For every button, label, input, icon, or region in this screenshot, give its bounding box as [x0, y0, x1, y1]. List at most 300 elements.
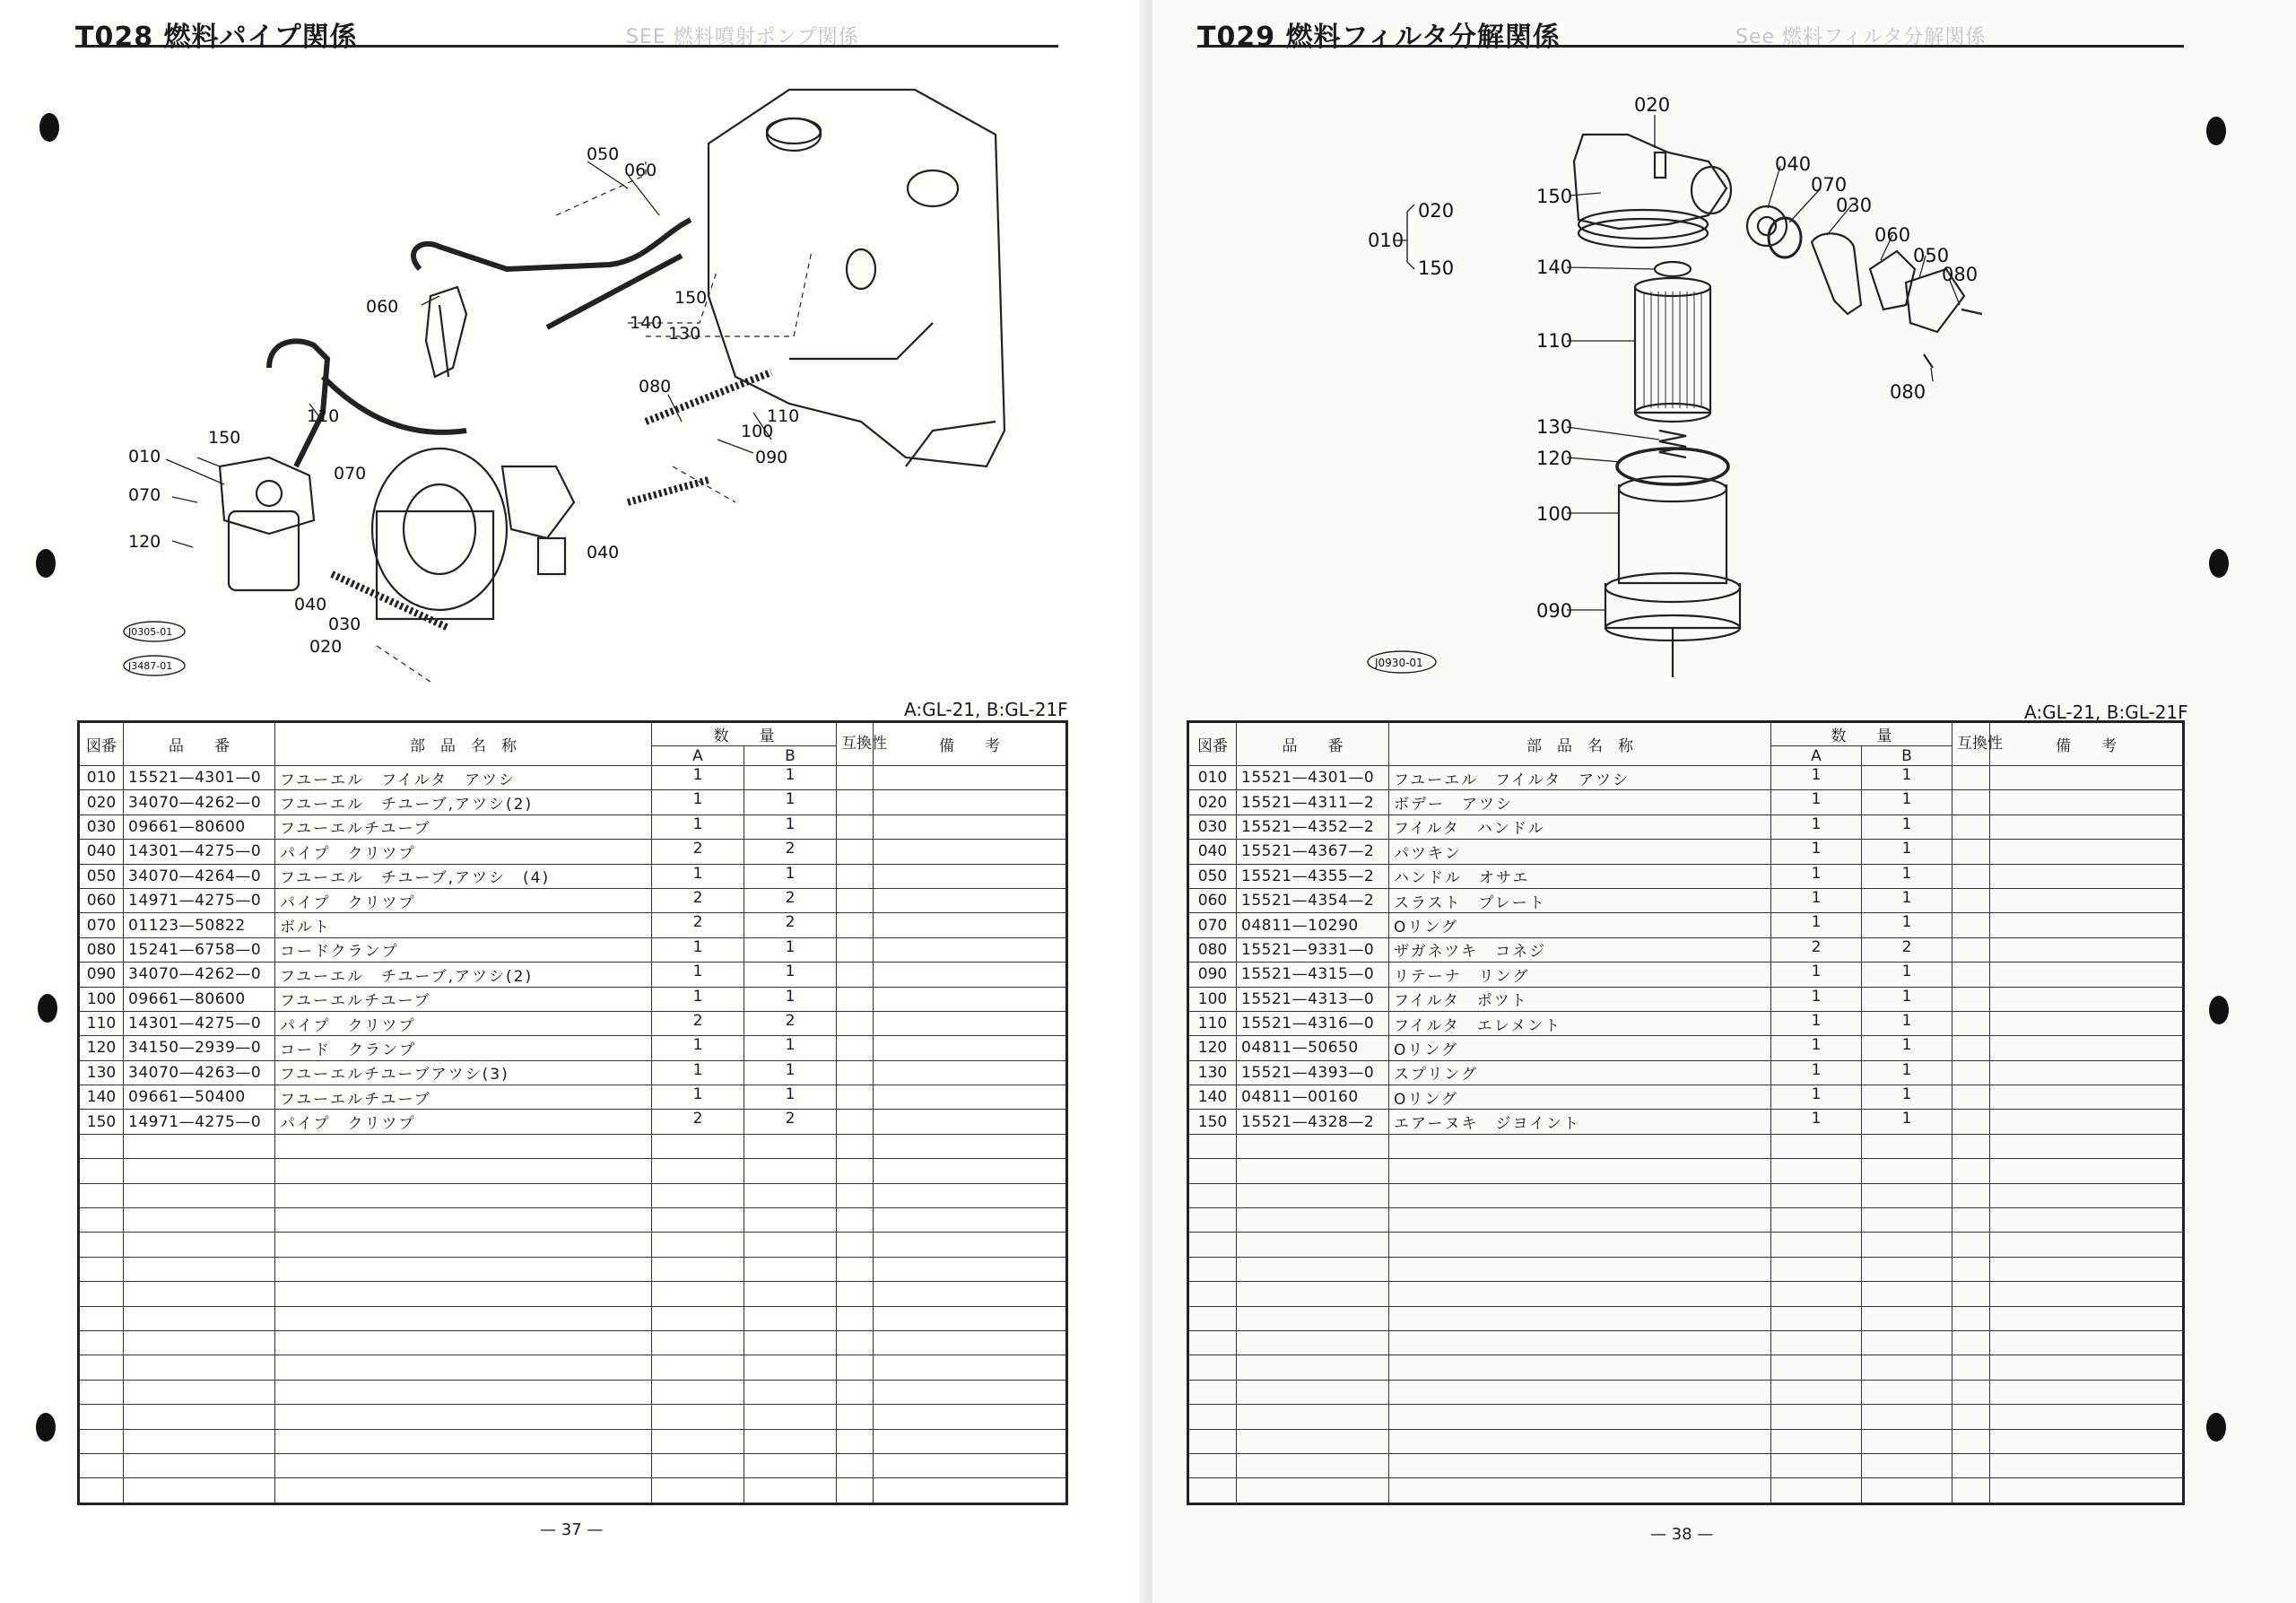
- code-cell: 100: [1188, 987, 1237, 1011]
- qty-a-cell: 2: [1771, 937, 1862, 962]
- header-code: 図番: [1188, 722, 1237, 766]
- part-name-cell: フユーエル チユーブ,アツシ (4): [275, 864, 652, 888]
- remarks-cell: [1990, 840, 2184, 864]
- code-cell: [1188, 1282, 1237, 1306]
- binder-hole: [36, 1413, 56, 1442]
- compat-cell: [1952, 1233, 1990, 1257]
- table-row: [1188, 1110, 2184, 1134]
- code-cell: [1188, 1405, 1237, 1429]
- qty-a-cell: 1: [1771, 1110, 1862, 1134]
- part-number-cell: 15521—4301—0: [1237, 766, 1389, 790]
- part-number-cell: 15521—4352—2: [1237, 815, 1389, 839]
- empty-table-row: [1188, 1233, 2184, 1257]
- callout-120: 120: [128, 532, 161, 552]
- left-page-title: T028 燃料パイプ関係: [75, 22, 358, 53]
- part-number-cell: [124, 1183, 275, 1207]
- oring-140: [1655, 262, 1691, 276]
- compat-cell: [837, 1110, 874, 1134]
- ref-code-1: J0305-01: [128, 626, 173, 638]
- qty-a-cell: [652, 1233, 744, 1257]
- part-name-cell: パイプ クリツプ: [275, 1110, 652, 1134]
- table-row: [79, 987, 1067, 1011]
- fuel-hose-050: [413, 220, 691, 269]
- remarks-cell: [1990, 1110, 2184, 1134]
- table-row: [79, 1110, 1067, 1134]
- code-cell: [79, 1355, 124, 1380]
- empty-table-row: [1188, 1355, 2184, 1380]
- qty-a-cell: [652, 1453, 744, 1477]
- qty-a-cell: [652, 1306, 744, 1330]
- remarks-cell: [874, 1110, 1067, 1134]
- part-number-cell: 34070—4262—0: [124, 963, 275, 987]
- header-part-no: 品 番: [124, 722, 275, 766]
- part-number-cell: 14301—4275—0: [124, 1011, 275, 1035]
- qty-a-cell: [652, 1183, 744, 1207]
- qty-b-cell: 1: [1862, 840, 1952, 864]
- callout-110: 110: [767, 406, 800, 426]
- part-number-cell: [124, 1478, 275, 1503]
- part-number-cell: [1237, 1183, 1389, 1207]
- remarks-cell: [874, 1405, 1067, 1429]
- qty-b-cell: 1: [1862, 1011, 1952, 1035]
- empty-table-row: [1188, 1208, 2184, 1233]
- part-number-cell: 14971—4275—0: [124, 1110, 275, 1134]
- code-cell: 050: [79, 864, 124, 888]
- compat-cell: [1952, 1380, 1990, 1404]
- table-row: [1188, 1085, 2184, 1110]
- qty-b-cell: [744, 1405, 837, 1429]
- part-number-cell: [1237, 1405, 1389, 1429]
- qty-b-cell: [744, 1233, 837, 1257]
- compat-cell: [1952, 1453, 1990, 1477]
- code-cell: 030: [79, 815, 124, 839]
- qty-a-cell: 1: [652, 766, 744, 790]
- qty-a-cell: 1: [652, 1036, 744, 1060]
- remarks-cell: [1990, 815, 2184, 839]
- compat-cell: [837, 1282, 874, 1306]
- code-cell: [79, 1159, 124, 1183]
- empty-table-row: [1188, 1453, 2184, 1477]
- part-name-cell: フユーエルチユーブアツシ(3): [275, 1060, 652, 1085]
- compat-cell: [837, 1429, 874, 1453]
- ref-code-2: J3487-01: [128, 660, 173, 672]
- qty-a-cell: [1771, 1453, 1862, 1477]
- remarks-cell: [874, 963, 1067, 987]
- callout-130: 130: [668, 324, 701, 344]
- callout-090: 090: [755, 448, 788, 467]
- qty-b-cell: 1: [1862, 987, 1952, 1011]
- part-name-cell: [275, 1330, 652, 1355]
- code-cell: 090: [1188, 963, 1237, 987]
- table-row: [1188, 1036, 2184, 1060]
- part-number-cell: 04811—00160: [1237, 1085, 1389, 1110]
- code-cell: [79, 1134, 124, 1158]
- qty-b-cell: [1862, 1257, 1952, 1281]
- part-name-cell: コード クランプ: [275, 1036, 652, 1060]
- compat-cell: [1952, 1330, 1990, 1355]
- compat-cell: [837, 1453, 874, 1477]
- part-name-cell: [275, 1282, 652, 1306]
- gasket-040: [1747, 206, 1787, 246]
- qty-b-cell: 1: [1862, 766, 1952, 790]
- part-name-cell: フユーエル フイルタ アツシ: [1389, 766, 1771, 790]
- qty-b-cell: [744, 1380, 837, 1404]
- qty-a-cell: 1: [1771, 840, 1862, 864]
- part-name-cell: コードクランプ: [275, 937, 652, 962]
- part-name-cell: [275, 1405, 652, 1429]
- part-name-cell: [1389, 1405, 1771, 1429]
- left-faded-header: SEE 燃料噴射ポンプ関係: [626, 26, 859, 48]
- code-cell: [1188, 1330, 1237, 1355]
- qty-b-cell: [744, 1330, 837, 1355]
- code-cell: [79, 1380, 124, 1404]
- code-cell: [1188, 1306, 1237, 1330]
- part-name-cell: Oリング: [1389, 1085, 1771, 1110]
- remarks-cell: [1990, 1478, 2184, 1503]
- compat-cell: [1952, 1208, 1990, 1233]
- remarks-cell: [1990, 1330, 2184, 1355]
- qty-a-cell: [1771, 1159, 1862, 1183]
- compat-cell: [1952, 1011, 1990, 1035]
- part-name-cell: [275, 1183, 652, 1207]
- qty-a-cell: [652, 1429, 744, 1453]
- code-cell: [79, 1429, 124, 1453]
- empty-table-row: [79, 1257, 1067, 1281]
- callout-150: 150: [674, 288, 708, 308]
- compat-cell: [837, 1257, 874, 1281]
- code-cell: 070: [1188, 913, 1237, 937]
- remarks-cell: [874, 1257, 1067, 1281]
- filler-cap: [767, 118, 821, 151]
- remarks-cell: [1990, 766, 2184, 790]
- remarks-cell: [874, 1011, 1067, 1035]
- part-name-cell: [275, 1159, 652, 1183]
- table-row: [1188, 913, 2184, 937]
- left-model-note: A:GL-21, B:GL-21F: [904, 699, 1068, 720]
- binder-hole: [36, 549, 56, 578]
- compat-cell: [1952, 1257, 1990, 1281]
- qty-a-cell: 1: [1771, 1060, 1862, 1085]
- oring-070: [1769, 218, 1801, 257]
- part-number-cell: [124, 1134, 275, 1158]
- part-name-cell: スプリング: [1389, 1060, 1771, 1085]
- part-name-cell: フユーエル フイルタ アツシ: [275, 766, 652, 790]
- empty-table-row: [79, 1306, 1067, 1330]
- fuel-filter-exploded-diagram: [1152, 54, 2296, 700]
- code-cell: 010: [79, 766, 124, 790]
- qty-a-cell: 1: [1771, 864, 1862, 888]
- remarks-cell: [1990, 1011, 2184, 1035]
- qty-b-cell: 1: [744, 987, 837, 1011]
- code-cell: [1188, 1478, 1237, 1503]
- remarks-cell: [1990, 987, 2184, 1011]
- qty-a-cell: [652, 1208, 744, 1233]
- qty-a-cell: [652, 1380, 744, 1404]
- empty-table-row: [79, 1159, 1067, 1183]
- water-pump: [502, 466, 574, 538]
- filter-pot: [1619, 484, 1726, 583]
- part-number-cell: 01123—50822: [124, 913, 275, 937]
- part-number-cell: [1237, 1257, 1389, 1281]
- callout-010: 010: [1368, 230, 1405, 251]
- compat-cell: [837, 1380, 874, 1404]
- qty-b-cell: [1862, 1453, 1952, 1477]
- code-cell: 150: [1188, 1110, 1237, 1134]
- part-number-cell: [1237, 1330, 1389, 1355]
- code-cell: 080: [79, 937, 124, 962]
- compat-cell: [837, 1085, 874, 1110]
- remarks-cell: [874, 1183, 1067, 1207]
- code-cell: 030: [1188, 815, 1237, 839]
- qty-b-cell: [744, 1453, 837, 1477]
- compat-cell: [837, 1233, 874, 1257]
- binder-hole: [2206, 1413, 2226, 1442]
- compat-cell: [1952, 1183, 1990, 1207]
- right-table-body: [1188, 766, 2184, 1504]
- qty-a-cell: [1771, 1233, 1862, 1257]
- part-name-cell: エアーヌキ ジヨイント: [1389, 1110, 1771, 1134]
- qty-a-cell: [652, 1257, 744, 1281]
- empty-table-row: [79, 1330, 1067, 1355]
- empty-table-row: [79, 1282, 1067, 1306]
- code-cell: 060: [1188, 888, 1237, 912]
- return-hose: [269, 341, 327, 466]
- empty-table-row: [79, 1453, 1067, 1477]
- empty-table-row: [1188, 1330, 2184, 1355]
- compat-cell: [1952, 937, 1990, 962]
- part-name-cell: ボルト: [275, 913, 652, 937]
- empty-table-row: [79, 1183, 1067, 1207]
- remarks-cell: [874, 1478, 1067, 1503]
- qty-b-cell: 2: [744, 840, 837, 864]
- code-cell: 100: [79, 987, 124, 1011]
- header-qty-b: B: [744, 746, 837, 766]
- screw-080b: [1924, 354, 1933, 368]
- qty-a-cell: 1: [652, 815, 744, 839]
- part-number-cell: 14971—4275—0: [124, 888, 275, 912]
- binder-hole: [38, 994, 57, 1023]
- table-row: [1188, 963, 2184, 987]
- qty-a-cell: [652, 1159, 744, 1183]
- qty-b-cell: 1: [1862, 790, 1952, 815]
- part-number-cell: 34070—4262—0: [124, 790, 275, 815]
- empty-table-row: [1188, 1159, 2184, 1183]
- compat-cell: [837, 790, 874, 815]
- fuel-pipe-diagram: [0, 54, 1152, 745]
- remarks-cell: [874, 790, 1067, 815]
- remarks-cell: [874, 840, 1067, 864]
- part-name-cell: [275, 1134, 652, 1158]
- compat-cell: [837, 1478, 874, 1503]
- oil-cap: [908, 170, 958, 206]
- code-cell: 120: [79, 1036, 124, 1060]
- callout-080: 080: [1890, 381, 1926, 403]
- part-number-cell: [1237, 1208, 1389, 1233]
- qty-b-cell: [1862, 1478, 1952, 1503]
- qty-b-cell: 1: [744, 1060, 837, 1085]
- qty-b-cell: [744, 1134, 837, 1158]
- empty-table-row: [79, 1134, 1067, 1158]
- compat-cell: [837, 963, 874, 987]
- part-name-cell: [275, 1429, 652, 1453]
- table-row: [79, 766, 1067, 790]
- compat-cell: [1952, 888, 1990, 912]
- ref-code-3: J0930-01: [1375, 657, 1423, 669]
- code-cell: [1188, 1233, 1237, 1257]
- compat-cell: [837, 864, 874, 888]
- remarks-cell: [1990, 1085, 2184, 1110]
- remarks-cell: [1990, 1453, 2184, 1477]
- compat-cell: [1952, 1405, 1990, 1429]
- part-name-cell: スラスト プレート: [1389, 888, 1771, 912]
- qty-a-cell: [652, 1478, 744, 1503]
- part-number-cell: [1237, 1478, 1389, 1503]
- part-number-cell: [1237, 1429, 1389, 1453]
- code-cell: 150: [79, 1110, 124, 1134]
- qty-a-cell: [1771, 1183, 1862, 1207]
- compat-cell: [837, 937, 874, 962]
- code-cell: 130: [79, 1060, 124, 1085]
- empty-table-row: [1188, 1257, 2184, 1281]
- remarks-cell: [1990, 937, 2184, 962]
- code-cell: 020: [1188, 790, 1237, 815]
- qty-a-cell: 2: [652, 913, 744, 937]
- qty-a-cell: [1771, 1380, 1862, 1404]
- compat-cell: [1952, 790, 1990, 815]
- qty-a-cell: [1771, 1478, 1862, 1503]
- callout-060: 060: [366, 297, 399, 317]
- header-qty: 数 量: [1771, 722, 1952, 746]
- callout-020: 020: [309, 637, 343, 657]
- qty-a-cell: [1771, 1257, 1862, 1281]
- remarks-cell: [1990, 1183, 2184, 1207]
- callout-030: 030: [1836, 195, 1873, 216]
- code-cell: [1188, 1257, 1237, 1281]
- table-row: [79, 888, 1067, 912]
- part-number-cell: [1237, 1134, 1389, 1158]
- callout-050: 050: [587, 144, 620, 164]
- compat-cell: [1952, 840, 1990, 864]
- table-row: [79, 790, 1067, 815]
- callout-040: 040: [587, 543, 620, 562]
- part-name-cell: ボデー アツシ: [1389, 790, 1771, 815]
- qty-b-cell: [744, 1159, 837, 1183]
- compat-cell: [1952, 1355, 1990, 1380]
- compat-cell: [837, 766, 874, 790]
- compat-cell: [837, 1159, 874, 1183]
- part-name-cell: パイプ クリツプ: [275, 888, 652, 912]
- right-faded-header: See 燃料フィルタ分解関係: [1735, 26, 1987, 48]
- part-number-cell: [124, 1453, 275, 1477]
- qty-b-cell: 2: [744, 1110, 837, 1134]
- remarks-cell: [1990, 1257, 2184, 1281]
- qty-a-cell: 2: [652, 888, 744, 912]
- remarks-cell: [874, 1330, 1067, 1355]
- remarks-cell: [874, 1208, 1067, 1233]
- compat-cell: [837, 840, 874, 864]
- part-name-cell: フユーエルチユーブ: [275, 1085, 652, 1110]
- code-cell: 080: [1188, 937, 1237, 962]
- qty-b-cell: 1: [744, 790, 837, 815]
- table-row: [79, 1036, 1067, 1060]
- screw-080: [1961, 309, 1982, 314]
- qty-b-cell: [1862, 1159, 1952, 1183]
- qty-b-cell: [744, 1355, 837, 1380]
- remarks-cell: [1990, 864, 2184, 888]
- code-cell: [79, 1453, 124, 1477]
- part-number-cell: [124, 1159, 275, 1183]
- empty-table-row: [1188, 1478, 2184, 1503]
- part-name-cell: [275, 1453, 652, 1477]
- empty-table-row: [1188, 1380, 2184, 1404]
- part-name-cell: フイルタ ハンドル: [1389, 815, 1771, 839]
- qty-b-cell: 1: [1862, 1085, 1952, 1110]
- part-name-cell: [275, 1208, 652, 1233]
- qty-a-cell: [1771, 1208, 1862, 1233]
- compat-cell: [837, 1330, 874, 1355]
- header-qty-a: A: [652, 746, 744, 766]
- part-number-cell: 34070—4264—0: [124, 864, 275, 888]
- callout-060: 060: [624, 161, 657, 180]
- header-remarks: 備 考: [1990, 722, 2184, 766]
- empty-table-row: [1188, 1306, 2184, 1330]
- right-model-note: A:GL-21, B:GL-21F: [2024, 701, 2188, 723]
- remarks-cell: [874, 1429, 1067, 1453]
- remarks-cell: [1990, 963, 2184, 987]
- remarks-cell: [1990, 1282, 2184, 1306]
- table-row: [1188, 864, 2184, 888]
- code-cell: [79, 1183, 124, 1207]
- code-cell: 040: [79, 840, 124, 864]
- empty-table-row: [1188, 1134, 2184, 1158]
- qty-a-cell: [652, 1282, 744, 1306]
- callout-080: 080: [1942, 264, 1979, 285]
- part-number-cell: [1237, 1306, 1389, 1330]
- qty-a-cell: 2: [652, 1011, 744, 1035]
- part-name-cell: [1389, 1233, 1771, 1257]
- empty-table-row: [1188, 1429, 2184, 1453]
- code-cell: [1188, 1208, 1237, 1233]
- qty-b-cell: [1862, 1429, 1952, 1453]
- table-row: [79, 1060, 1067, 1085]
- spring-130: [1659, 431, 1686, 457]
- qty-b-cell: [1862, 1134, 1952, 1158]
- code-cell: [1188, 1380, 1237, 1404]
- compat-cell: [1952, 815, 1990, 839]
- remarks-cell: [1990, 1134, 2184, 1158]
- code-cell: [79, 1233, 124, 1257]
- empty-table-row: [1188, 1282, 2184, 1306]
- qty-b-cell: 1: [744, 1036, 837, 1060]
- compat-cell: [1952, 1478, 1990, 1503]
- qty-b-cell: [1862, 1380, 1952, 1404]
- callout-100: 100: [1536, 503, 1573, 525]
- remarks-cell: [874, 1306, 1067, 1330]
- compat-cell: [837, 1011, 874, 1035]
- part-name-cell: フイルタ ポツト: [1389, 987, 1771, 1011]
- code-cell: [79, 1478, 124, 1503]
- qty-b-cell: [1862, 1233, 1952, 1257]
- remarks-cell: [1990, 1036, 2184, 1060]
- remarks-cell: [874, 815, 1067, 839]
- compat-cell: [1952, 1282, 1990, 1306]
- compat-cell: [837, 1183, 874, 1207]
- remarks-cell: [1990, 1429, 2184, 1453]
- part-name-cell: フユーエル チユーブ,アツシ(2): [275, 963, 652, 987]
- qty-a-cell: 1: [652, 987, 744, 1011]
- code-cell: 140: [79, 1085, 124, 1110]
- callout-150-sub: 150: [1418, 257, 1455, 279]
